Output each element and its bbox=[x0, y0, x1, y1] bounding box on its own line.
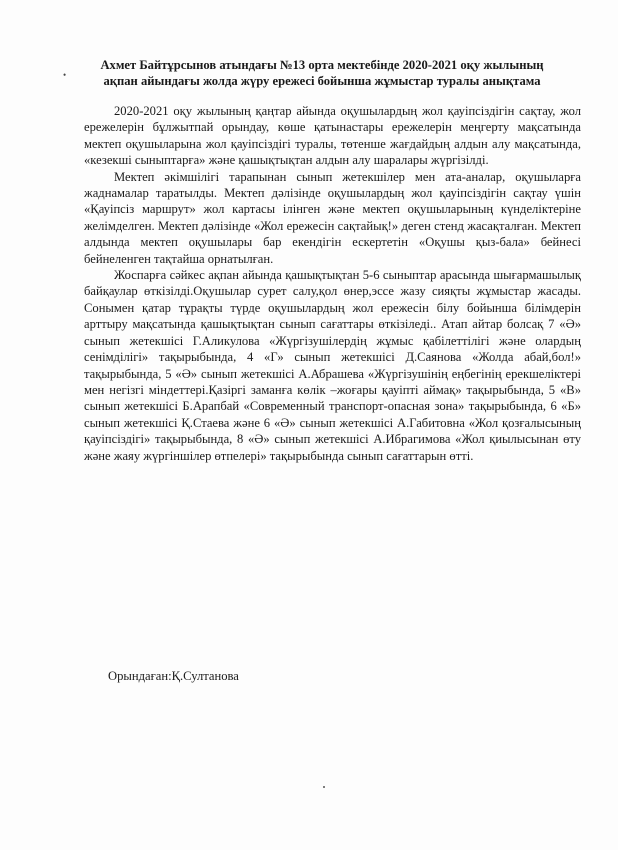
scan-mark: • bbox=[63, 70, 67, 80]
scan-dot bbox=[323, 786, 325, 788]
title-line-1: Ахмет Байтұрсынов атындағы №13 орта мектебінде 2020-2021 оқу жылының bbox=[100, 58, 544, 72]
signature-line: Орындаған:Қ.Султанова bbox=[108, 669, 239, 683]
document-title bbox=[62, 57, 582, 89]
title-line-2: ақпан айындағы жолда жүру ережесі бойынша жұмыстар туралы анықтама bbox=[103, 74, 541, 88]
paragraph-2: Мектеп әкімшілігі тарапынан сынып жетекшілер мен ата-аналар, оқушыларға жаднамалар таратылды. Мектеп дәлізінде оқушылардың жол қауіпсіздігін сақтау үшін «Қауіпсіз маршрут» жол картасы ілінген және мектеп оқушыларының күнделіктеріне желімделген. Мектеп дәлізінде «Жол ережесін сақтайық!» деген стенд жасақталған. Мектеп алдында мектеп оқушылары бар екендігін ескертетін «Оқушы қыз-бала» бейнесі бейнеленген тақтайша орнатылған. bbox=[84, 169, 581, 266]
paragraph-1: 2020-2021 оқу жылының қаңтар айында оқушылардың жол қауіпсіздігін сақтау, жол ережелерін бұлжытпай орындау, көше қатынастары ережелерін меңгерту мақсатында мектеп оқушыларына жол қауіпсіздігі туралы, төтенше жағдайдың алдын алу мақсатында, «кезекші сыныптарға» және қашықтықтан алдын алу шаралары жүргізілді. bbox=[84, 104, 581, 168]
document-body bbox=[84, 103, 581, 464]
paragraph-3: Жоспарға сәйкес ақпан айында қашықтықтан 5-6 сыныптар арасында шығармашылық байқаулар өткізілді.Оқушылар сурет салу,қол өнер,эссе жазу сияқты жұмыстар жасады. Сонымен қатар тұрақты түрде оқушылардың жол ережесін білу бойынша білімдерін арттыру мақсатында қашықтықтан сынып сағаттары өткізіледі.. Атап айтар болсақ 7 «Ә» сынып жетекшісі Г.Аликулова «Жүргізушілердің жұмыс қабілеттілігі және олардың сенімділігі» тақырыбында, 4 «Г» сынып жетекшісі Д.Саянова «Жолда абай,бол!» тақырыбында, 5 «Ә» сынып жетекшісі А.Абрашева «Жүргізушінің еңбегінің ерекшеліктері мен негізгі міндеттері.Қазіргі заманға көлік –жоғары қауіпті аймақ» тақырыбында, 5 «В» сынып жетекшісі Б.Арапбай «Современный транспорт-опасная зона» тақырыбында, 6 «Б» сынып жетекшісі Қ.Стаева және 6 «Ә» сынып жетекшісі А.Габитовна «Жол қозғалысының қауіпсіздігі» тақырыбында, 8 «Ә» сынып жетекшісі А.Ибрагимова «Жол қиылысынан өту және жаяу жүргіншілер өтпелері» тақырыбында сынып сағаттарын өтті. bbox=[84, 268, 581, 463]
